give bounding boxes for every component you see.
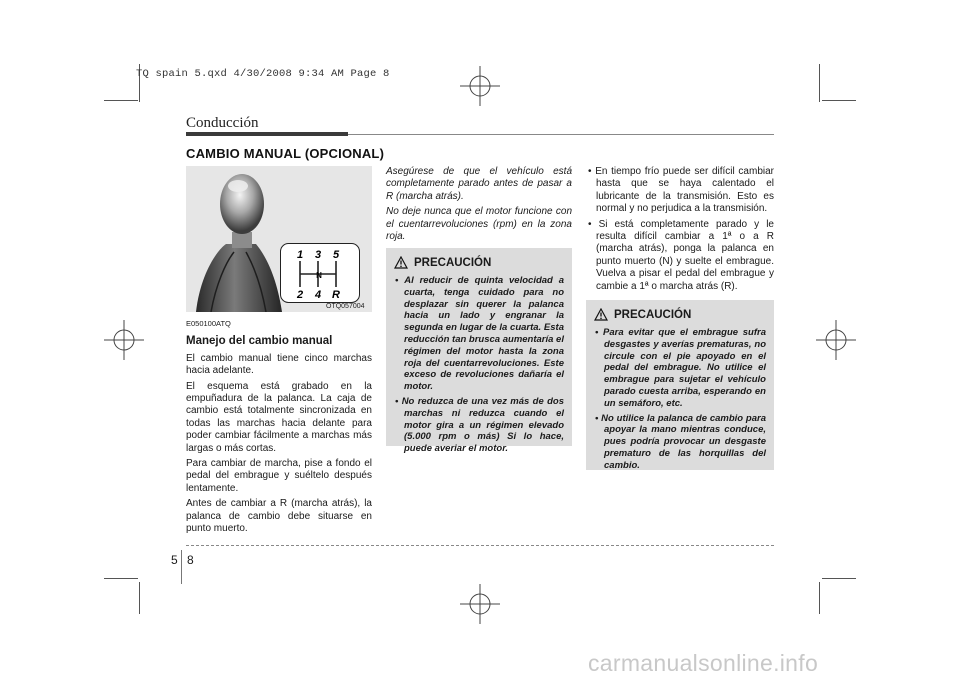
chapter-title: Conducción bbox=[186, 115, 259, 131]
paragraph: Antes de cambiar a R (marcha atrás), la palanca de cambio debe situarse en punto muerto. bbox=[186, 498, 372, 535]
registration-mark-icon bbox=[460, 66, 500, 106]
gear-label: 2 bbox=[296, 289, 304, 301]
page-number: 8 bbox=[187, 553, 194, 567]
paragraph: El cambio manual tiene cinco marchas hacia adelante. bbox=[186, 352, 372, 377]
registration-mark-icon bbox=[460, 584, 500, 624]
section-title: CAMBIO MANUAL (OPCIONAL) bbox=[186, 146, 385, 161]
crop-mark bbox=[139, 582, 140, 614]
footer-rule bbox=[186, 545, 774, 546]
gear-label: 4 bbox=[314, 289, 322, 301]
caution-item: • No utilice la palanca de cambio para apoyar la mano mientras conduce, pues podría provocar un desgaste prematuro de las horquillas del cambio. bbox=[595, 412, 767, 471]
gear-label: 5 bbox=[332, 249, 340, 261]
column-2 bbox=[386, 166, 572, 246]
print-slug: TQ spain 5.qxd 4/30/2008 9:34 AM Page 8 bbox=[136, 68, 390, 80]
crop-mark bbox=[819, 582, 820, 614]
list-item: • En tiempo frío puede ser difícil cambiar hasta que se haya calentado el lubricante de la transmisión. Esto es normal y no perjudica a la transmisión. bbox=[588, 166, 774, 215]
warning-triangle-icon bbox=[594, 308, 608, 321]
crop-mark bbox=[104, 578, 138, 579]
header-rule-thin bbox=[348, 134, 774, 135]
gear-pattern-diagram bbox=[280, 243, 360, 303]
gear-label-neutral: N bbox=[316, 271, 322, 280]
chapter-number: 5 bbox=[171, 553, 178, 567]
crop-mark bbox=[104, 100, 138, 101]
column-1 bbox=[186, 318, 372, 539]
paragraph: Asegúrese de que el vehículo está completamente parado antes de pasar a R (marcha atrás). bbox=[386, 166, 572, 202]
list-item: • Si está completamente parado y le resulta difícil cambiar a 1ª o a R (marcha atrás), ponga la palanca en punto muerto (N) y suelte el embrague. Vuelva a pisar el pedal del embrague y cambie a 1ª o marcha atrás (R). bbox=[588, 218, 774, 292]
gear-label: R bbox=[332, 289, 340, 301]
header-rule bbox=[186, 132, 348, 136]
caution-title: PRECAUCIÓN bbox=[414, 256, 492, 269]
paragraph: Para cambiar de marcha, pise a fondo el pedal del embrague y suéltelo después lentamente. bbox=[186, 458, 372, 494]
watermark: carmanualsonline.info bbox=[588, 650, 819, 676]
caution-item: • No reduzca de una vez más de dos marchas ni reduzca cuando el motor gira a un régimen elevado (5.000 rpm o más) Si lo hace, puede averiar el motor. bbox=[395, 395, 565, 455]
crop-mark bbox=[822, 578, 856, 579]
crop-mark bbox=[819, 64, 820, 102]
page-number-separator bbox=[181, 550, 182, 584]
warning-triangle-icon bbox=[394, 256, 408, 269]
paragraph: El esquema está grabado en la empuñadura de la palanca. La caja de cambio está totalmente sincronizada en todas las marchas hacia delante para poder cambiar fácilmente a marchas más largas o más cortas. bbox=[186, 380, 372, 454]
caution-item: • Al reducir de quinta velocidad a cuarta, tenga cuidado para no desplazar sin querer la palanca hacia un lado y engranar la segunda en lugar de la cuarta. Esta reducción tan brusca aumentaría el régimen del motor hasta la zona roja del cuentarrevoluciones. Este exceso de revoluciones dañaría el motor. bbox=[395, 275, 565, 393]
registration-mark-icon bbox=[104, 320, 144, 360]
caution-title: PRECAUCIÓN bbox=[614, 308, 692, 321]
crop-mark bbox=[822, 100, 856, 101]
column-3 bbox=[586, 166, 774, 296]
gear-label: 3 bbox=[314, 249, 322, 261]
gear-label: 1 bbox=[296, 249, 304, 261]
subsection-heading: Manejo del cambio manual bbox=[186, 335, 333, 348]
section-code: E050100ATQ bbox=[186, 319, 231, 328]
caution-box bbox=[586, 300, 774, 470]
caution-box bbox=[386, 248, 572, 455]
photo-code: OTQ057004 bbox=[326, 303, 365, 310]
caution-item: • Para evitar que el embrague sufra desgastes y averías prematuras, no circule con el pie apoyado en el pedal del embrague. No utilice el embrague para sujetar el vehículo parado cuesta arriba, esperando en un semáforo, etc. bbox=[595, 327, 767, 409]
paragraph: No deje nunca que el motor funcione con el cuentarrevoluciones (rpm) en la zona roja. bbox=[386, 206, 572, 243]
registration-mark-icon bbox=[816, 320, 856, 360]
